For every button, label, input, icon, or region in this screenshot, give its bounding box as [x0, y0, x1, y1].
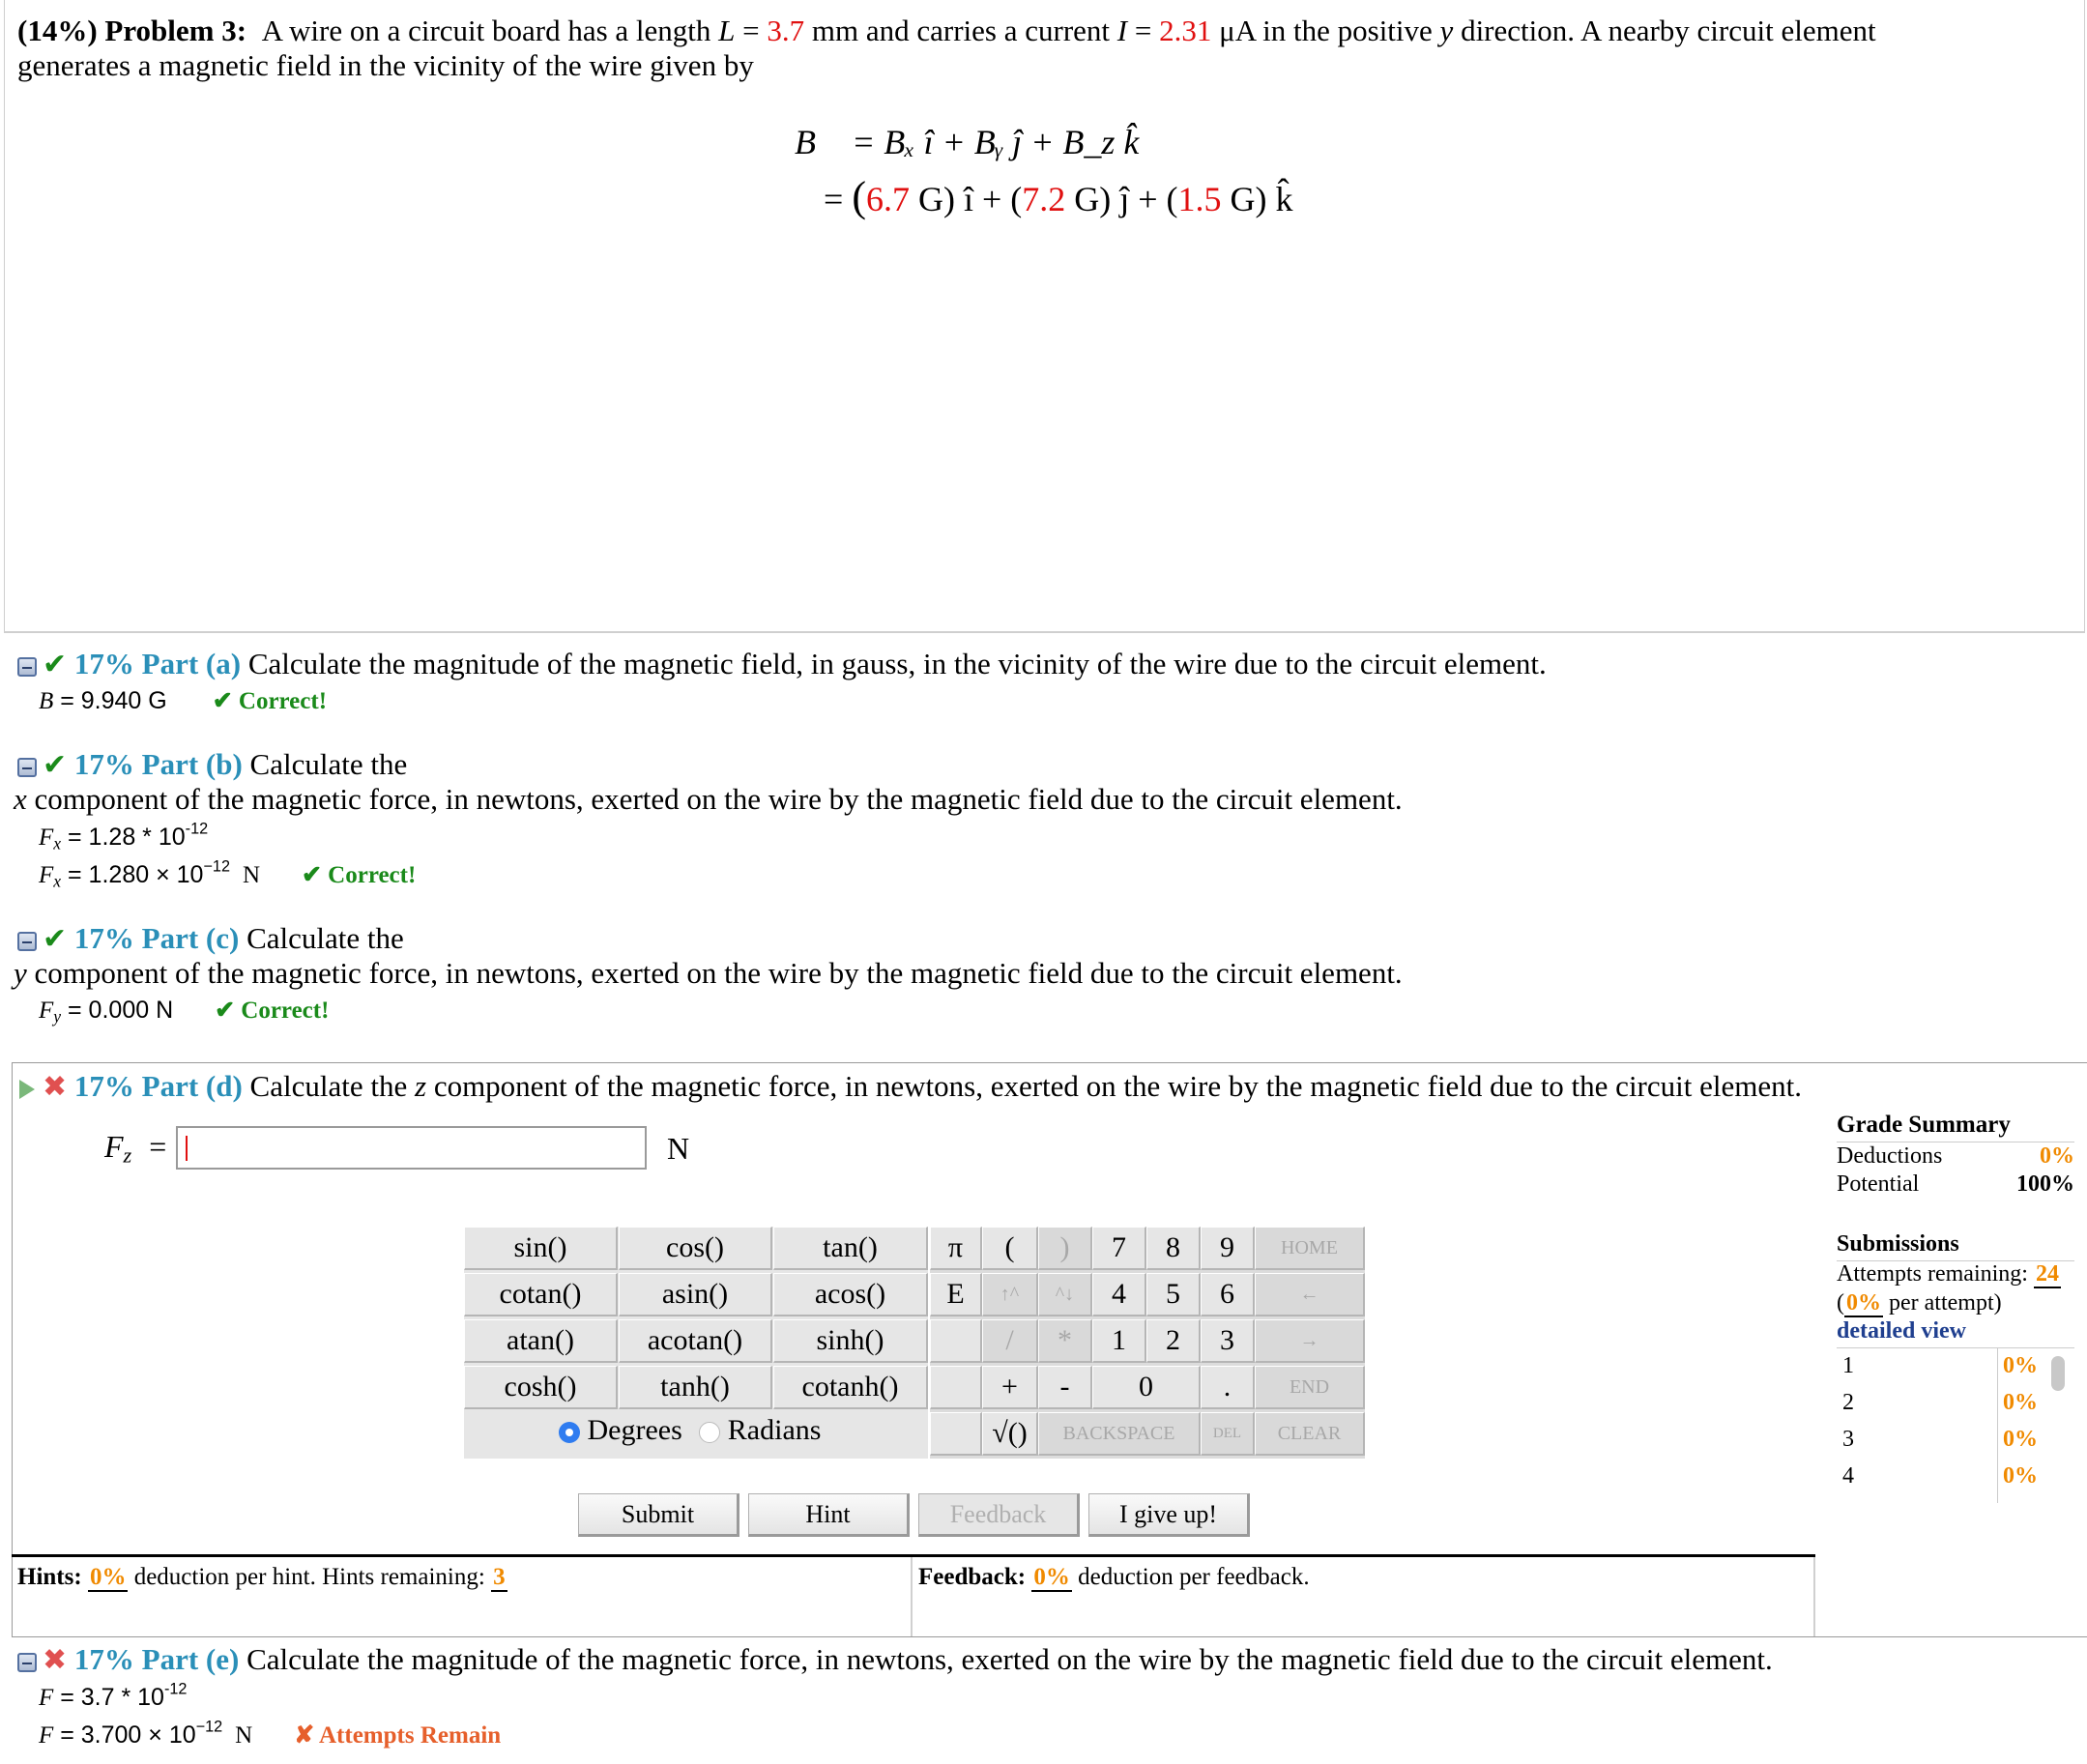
problem-statement-line1: [17, 14, 1876, 48]
hints-remaining-link[interactable]: 3: [493, 1564, 506, 1590]
length-value: 3.7: [767, 14, 805, 47]
key-5[interactable]: 5: [1146, 1273, 1201, 1316]
x-symbol: x: [14, 782, 27, 816]
key-e[interactable]: E: [930, 1273, 982, 1316]
submission-deduction: 0%: [2003, 1353, 2038, 1378]
key-function[interactable]: cosh(): [464, 1366, 618, 1409]
key-left-arrow[interactable]: ←: [1255, 1273, 1365, 1316]
key-function[interactable]: tan(): [773, 1227, 928, 1270]
potential-value: 100%: [2016, 1171, 2074, 1197]
key-function[interactable]: asin(): [619, 1273, 772, 1316]
key-4[interactable]: 4: [1092, 1273, 1146, 1316]
key-backspace[interactable]: BACKSPACE: [1038, 1412, 1201, 1456]
key-3[interactable]: 3: [1201, 1319, 1255, 1363]
hints-right-border: [1813, 1557, 1815, 1636]
answer-symbol: F: [39, 998, 54, 1024]
answer-value: = 1.280 × 10: [68, 861, 204, 888]
key-home[interactable]: HOME: [1255, 1227, 1365, 1270]
part-c-question-1: Calculate the: [246, 921, 404, 955]
part-a-title: 17% Part (a): [73, 647, 242, 680]
part-e-question: Calculate the magnitude of the magnetic force, in newtons, exerted on the wire by the magnetic field due to the circuit element.: [246, 1642, 1773, 1676]
problem-text-2: direction. A nearby circuit element: [1461, 14, 1876, 47]
part-e-title: 17% Part (e): [73, 1642, 240, 1676]
z-symbol: z: [414, 1069, 427, 1103]
problem-box: [4, 0, 2085, 633]
part-b-answer: [39, 857, 417, 891]
submissions-col-rule: [1997, 1348, 1998, 1503]
degrees-radio[interactable]: [559, 1422, 580, 1443]
part-b-question-2: component of the magnetic force, in newtons, exerted on the wire by the magnetic field due to the circuit element.: [34, 782, 1403, 816]
per-attempt-text: per attempt): [1889, 1290, 2002, 1316]
degrees-label: Degrees: [587, 1414, 682, 1446]
exponent: −12: [195, 1718, 223, 1736]
status-correct: ✔ Correct!: [215, 998, 330, 1024]
key-down[interactable]: ^↓: [1038, 1273, 1092, 1316]
key-end[interactable]: END: [1255, 1366, 1365, 1409]
i-term: ) î + (: [942, 180, 1023, 218]
feedback-info: [918, 1564, 1310, 1591]
by-value: 7.2: [1022, 180, 1066, 218]
cross-icon: ✖: [43, 1644, 68, 1676]
part-e-answer: [39, 1718, 502, 1750]
text-caret: [186, 1136, 188, 1161]
key-1[interactable]: 1: [1092, 1319, 1146, 1363]
input-value: = 1.28 * 10: [68, 824, 186, 851]
status-correct: ✔ Correct!: [301, 862, 417, 888]
part-d-question-1: Calculate the: [249, 1069, 408, 1103]
equals-sign: =: [149, 1129, 167, 1164]
part-b-header: [17, 746, 407, 784]
collapse-icon[interactable]: [17, 932, 37, 951]
submission-number: 1: [1842, 1353, 1854, 1378]
key-function[interactable]: acotan(): [619, 1319, 772, 1363]
answer-value: = 0.000 N: [68, 997, 174, 1024]
feedback-text: deduction per feedback.: [1078, 1564, 1310, 1590]
answer-symbol: F: [39, 824, 54, 851]
input-value: = 3.7 * 10: [60, 1684, 164, 1711]
paren: (: [852, 173, 866, 220]
fz-label: [104, 1129, 167, 1168]
part-a-question: Calculate the magnitude of the magnetic field, in gauss, in the vicinity of the wire due to the circuit element.: [247, 647, 1547, 680]
part-c-answer: [39, 996, 329, 1025]
detailed-view-link[interactable]: detailed view: [1837, 1318, 1966, 1344]
y-symbol: y: [14, 956, 27, 990]
key-2[interactable]: 2: [1146, 1319, 1201, 1363]
submission-deduction: 0%: [2003, 1427, 2038, 1452]
part-e-header: [17, 1641, 1773, 1679]
hints-text: deduction per hint. Hints remaining:: [133, 1564, 485, 1590]
feedback-button[interactable]: Feedback: [918, 1493, 1080, 1537]
expand-arrow-icon[interactable]: [19, 1080, 35, 1099]
key-function[interactable]: sin(): [464, 1227, 618, 1270]
status-attempts-remain: ✘ Attempts Remain: [294, 1722, 502, 1749]
current-symbol: I: [1116, 14, 1128, 47]
part-c-question-2: component of the magnetic force, in newtons, exerted on the wire by the magnetic field due to the circuit element.: [34, 956, 1403, 990]
key-8[interactable]: 8: [1146, 1227, 1201, 1270]
per-attempt: [1837, 1290, 2002, 1316]
check-icon: ✔: [43, 649, 68, 680]
unit: N: [235, 1722, 253, 1749]
angle-mode-group: [559, 1414, 821, 1447]
answer-symbol: F: [39, 862, 54, 888]
bx-value: 6.7: [865, 180, 910, 218]
hints-feedback-separator: [911, 1557, 913, 1636]
key-9[interactable]: 9: [1201, 1227, 1255, 1270]
part-d-header: [19, 1068, 1802, 1106]
part-a-answer: [39, 686, 327, 715]
grade-summary-title: Grade Summary: [1837, 1112, 2011, 1138]
submissions-list-rule: [1837, 1347, 2074, 1348]
key-function[interactable]: tanh(): [619, 1366, 772, 1409]
part-d-question-2: component of the magnetic force, in newtons, exerted on the wire by the magnetic field due to the circuit element.: [433, 1069, 1802, 1103]
exponent: −12: [203, 857, 230, 876]
key-decimal[interactable]: .: [1201, 1366, 1255, 1409]
key-blank: [930, 1366, 982, 1409]
key-multiply[interactable]: *: [1038, 1319, 1092, 1363]
submissions-title: Submissions: [1837, 1231, 1959, 1257]
key-pi[interactable]: π: [930, 1227, 982, 1270]
hints-divider: [12, 1554, 1815, 1557]
problem-text: A wire on a circuit board has a length: [261, 14, 711, 47]
k-term: ) k̂: [1255, 180, 1293, 218]
equals-sign: =: [824, 180, 844, 218]
key-function[interactable]: cotan(): [464, 1273, 618, 1316]
answer-value: = 9.940 G: [60, 687, 167, 714]
deductions-value: 0%: [2040, 1143, 2074, 1169]
part-b-question-line2: [14, 781, 1403, 818]
length-symbol: L: [718, 14, 736, 47]
problem-label: Problem 3:: [104, 14, 247, 47]
unit: N: [242, 862, 261, 888]
part-d-title: 17% Part (d): [73, 1069, 243, 1103]
key-blank: [930, 1319, 982, 1363]
cross-icon: ✖: [43, 1071, 68, 1103]
equals-sign: =: [1134, 14, 1152, 47]
equals-sign: =: [742, 14, 760, 47]
attempts-remaining: [1837, 1261, 2061, 1287]
answer-symbol: F: [39, 1685, 54, 1711]
answer-symbol: F: [39, 1722, 54, 1749]
scrollbar-thumb[interactable]: [2051, 1356, 2065, 1391]
radians-radio[interactable]: [699, 1422, 720, 1443]
part-e-submitted-input: [39, 1680, 188, 1712]
current-value: 2.31: [1159, 14, 1212, 47]
submit-button[interactable]: Submit: [578, 1493, 739, 1537]
key-divide[interactable]: /: [982, 1319, 1038, 1363]
paren: (: [1837, 1290, 1844, 1316]
key-del[interactable]: DEL: [1201, 1412, 1255, 1456]
key-right-arrow[interactable]: →: [1255, 1319, 1365, 1363]
hints-label: Hints:: [17, 1564, 82, 1590]
answer-value: = 3.700 × 10: [60, 1721, 196, 1749]
key-sqrt[interactable]: √(): [982, 1412, 1038, 1456]
key-minus[interactable]: -: [1038, 1366, 1092, 1409]
j-term: ) ĵ + (: [1099, 180, 1178, 218]
unit-gauss: G: [1230, 180, 1256, 218]
hint-button[interactable]: Hint: [748, 1493, 910, 1537]
fz-symbol: F: [104, 1129, 124, 1164]
check-icon: ✔: [43, 749, 68, 781]
collapse-icon[interactable]: [17, 758, 37, 777]
submission-deduction: 0%: [2003, 1463, 2038, 1489]
submission-deduction: 0%: [2003, 1390, 2038, 1415]
key-clear[interactable]: CLEAR: [1255, 1412, 1365, 1456]
collapse-icon[interactable]: [17, 657, 37, 677]
key-0[interactable]: 0: [1092, 1366, 1201, 1409]
fz-answer-input[interactable]: [176, 1126, 647, 1170]
key-7[interactable]: 7: [1092, 1227, 1146, 1270]
part-c-title: 17% Part (c): [73, 921, 240, 955]
exponent: -12: [163, 1680, 188, 1698]
potential-label: Potential: [1837, 1171, 1920, 1197]
key-function[interactable]: cotanh(): [773, 1366, 928, 1409]
subscript: z: [123, 1142, 132, 1168]
part-b-submitted-input: [39, 820, 209, 853]
answer-symbol: B: [39, 688, 54, 714]
key-blank: [930, 1412, 982, 1456]
problem-statement-line2: generates a magnetic field in the vicinity of the wire given by: [17, 48, 754, 82]
submission-number: 3: [1842, 1427, 1854, 1452]
part-b-question-1: Calculate the: [249, 747, 408, 781]
key-function[interactable]: sinh(): [773, 1319, 928, 1363]
feedback-deduction-link[interactable]: 0%: [1033, 1564, 1070, 1590]
give-up-button[interactable]: I give up!: [1088, 1493, 1250, 1537]
part-b-title: 17% Part (b): [73, 747, 243, 781]
exponent: -12: [185, 820, 209, 838]
part-c-header: [17, 920, 404, 958]
y-symbol: y: [1439, 14, 1454, 47]
submission-number: 2: [1842, 1390, 1854, 1415]
attempts-label: Attempts remaining:: [1837, 1261, 2028, 1287]
subscript: x: [53, 871, 62, 891]
attempts-value-link[interactable]: 24: [2035, 1261, 2059, 1287]
field-equation-symbolic: B⃗ = Bₓ î + Bᵧ ĵ + B_z k̂: [795, 123, 1140, 161]
check-icon: ✔: [43, 923, 68, 955]
fz-unit: N: [667, 1131, 690, 1166]
key-6[interactable]: 6: [1201, 1273, 1255, 1316]
per-attempt-link[interactable]: 0%: [1846, 1290, 1881, 1316]
current-unit: μA in the positive: [1219, 14, 1433, 47]
hints-deduction-link[interactable]: 0%: [89, 1564, 127, 1590]
key-right-paren[interactable]: ): [1038, 1227, 1092, 1270]
key-function[interactable]: acos(): [773, 1273, 928, 1316]
length-unit: mm and carries a current: [811, 14, 1111, 47]
feedback-label: Feedback:: [918, 1564, 1027, 1590]
part-a-header: [17, 646, 1547, 683]
field-equation-numeric: [824, 172, 1293, 221]
key-function[interactable]: atan(): [464, 1319, 618, 1363]
subscript: y: [53, 1006, 62, 1027]
key-left-paren[interactable]: (: [982, 1227, 1038, 1270]
radians-label: Radians: [727, 1414, 822, 1446]
deductions-label: Deductions: [1837, 1143, 1943, 1169]
subscript: x: [53, 833, 62, 853]
key-up[interactable]: ↑^: [982, 1273, 1038, 1316]
unit-gauss: G: [1074, 180, 1100, 218]
part-c-question-line2: [14, 955, 1403, 992]
hints-info: [17, 1564, 507, 1591]
submission-number: 4: [1842, 1463, 1854, 1489]
key-function[interactable]: cos(): [619, 1227, 772, 1270]
problem-percent: (14%): [17, 14, 98, 47]
collapse-icon[interactable]: [17, 1653, 37, 1672]
status-correct: ✔ Correct!: [212, 688, 328, 714]
bz-value: 1.5: [1177, 180, 1222, 218]
key-plus[interactable]: +: [982, 1366, 1038, 1409]
unit-gauss: G: [917, 180, 943, 218]
